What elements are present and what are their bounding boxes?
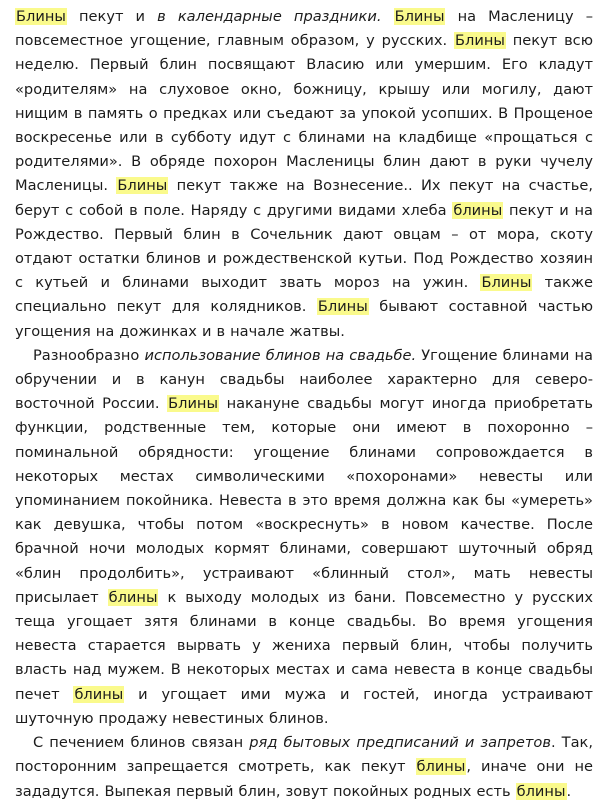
text-run: С печением блинов связан [33, 734, 250, 752]
text-run: на Масленицу – повсеместное угощение, главным образом, у русских. [15, 8, 594, 50]
text-run: . Так, посторонним запрещается смотреть, как пекут [15, 734, 593, 776]
paragraph-calendar-holidays [15, 5, 593, 344]
text-run: Разнообразно [33, 346, 145, 364]
highlighted-term: Блины [117, 177, 168, 195]
text-run: пекут также на Вознесение.. Их пекут на счастье, берут с собой в поле. Наряду с другими видами хлеба [15, 177, 593, 219]
text-run: также специально пекут для колядников. [15, 274, 593, 316]
text-run: бывают составной частью угощения на дожинках и в начале жатвы. [15, 298, 593, 340]
highlighted-term: Блины [394, 8, 445, 25]
text-run: пекут и на Рождество. Первый блин в Сочельник дают овцам – от мора, скоту отдают остатки блинов и рождественской кутьи. Под Рождество хозяин с кутьей и блинами выходит звать мороз на ужин. [15, 201, 593, 292]
highlighted-term: Блины [481, 274, 532, 292]
highlighted-term: блины [516, 782, 566, 800]
italic-phrase: в календарные праздники. [157, 8, 382, 25]
text-run: , иначе они не зададутся. Выпекая первый блин, зовут покойных родных есть [15, 758, 593, 800]
italic-phrase: ряд бытовых предписаний и запретов [249, 734, 551, 752]
highlighted-term: Блины [168, 395, 218, 413]
highlighted-term: Блины [16, 8, 66, 25]
text-run: пекут всю неделю. Первый блин посвящают Власию или умершим. Его кладут «родителям» на слуховое окно, божницу, крышу или могилу, дают нищим в память о предках или съедают за упокой усопших. В Прощеное воскресенье или в субботу идут с блинами на кладбище «прощаться с родителями». В обряде похорон Масленицы блин дают в руки чучелу Масленицы. [15, 32, 593, 195]
text-run: и угощает ими мужа и гостей, иногда устраивают шуточную продажу невестиных блинов. [15, 685, 593, 727]
text-run: пекут и [66, 8, 158, 25]
paragraph-wedding [15, 344, 593, 731]
italic-phrase: использование блинов на свадьбе. [144, 346, 417, 364]
highlighted-term: Блины [317, 298, 368, 316]
paragraph-prescriptions [15, 731, 593, 804]
highlighted-term: блины [453, 201, 503, 219]
text-run: к выходу молодых из бани. Повсеместно у русских теща угощает зятя блинами в конце свадьбы. Во время угощения невеста старается вырвать у жениха первый блин, чтобы получить власть над мужем. В некоторых местах и сама невеста в конце свадьбы печет [15, 588, 593, 703]
highlighted-term: блины [416, 758, 466, 776]
highlighted-term: Блины [455, 32, 505, 50]
text-run [381, 8, 393, 25]
text-run: накануне свадьбы могут иногда приобретать функции, родственные тем, которые они имеют в похоронно – поминальной обрядности: угощение блинами сопровождается в некоторых местах символическими «похоронами» невесты или упоминанием покойника. Невеста в это время должна как бы «умереть» как девушка, чтобы потом «воскреснуть» в новом качестве. После брачной ночи молодых кормят блинами, совершают шуточный обряд «блин продолбить», устраивают «блинный стол», мать невесты присылает [15, 395, 593, 606]
highlighted-term: блины [74, 685, 124, 703]
text-run: . [566, 782, 572, 800]
highlighted-term: блины [108, 588, 158, 606]
text-run: Угощение блинами на обручении и в канун свадьбы наиболее характерно для северо-восточной России. [15, 346, 593, 413]
